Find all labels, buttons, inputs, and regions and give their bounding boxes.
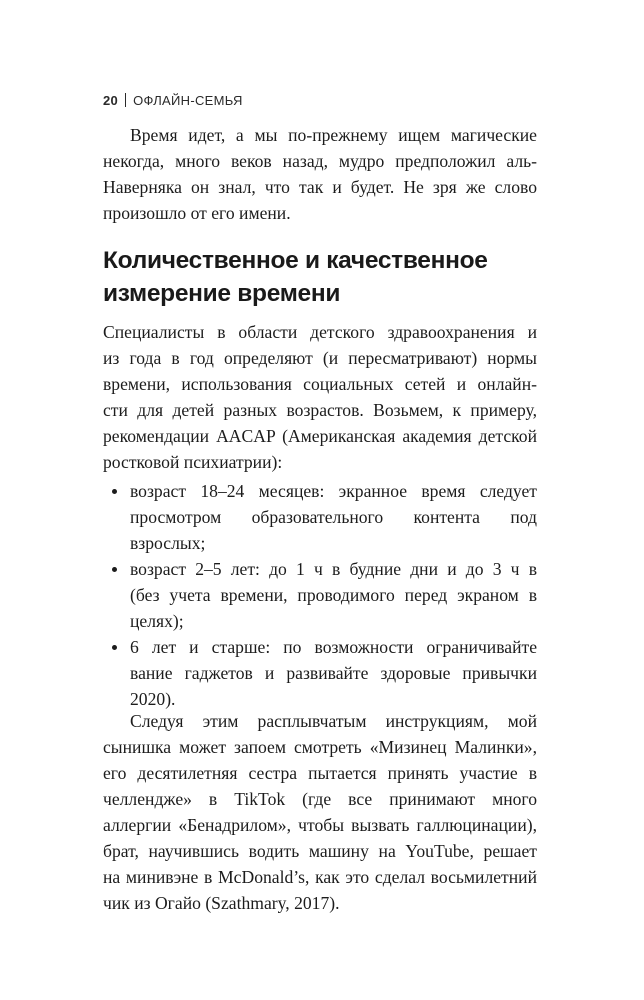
page-number: 20 <box>103 93 119 108</box>
text-line: сти для детей разных возрастов. Возьмем, к примеру, <box>103 400 537 420</box>
paragraph-recommendations <box>103 319 537 475</box>
list-item <box>103 556 537 634</box>
running-head <box>103 93 243 108</box>
text-line: возраст 18–24 месяцев: экранное время следует <box>130 481 537 501</box>
text-line: ростковой психиатрии): <box>103 452 283 472</box>
text-line: его десятилетняя сестра пытается принять участие в <box>103 763 537 783</box>
running-title: ОФЛАЙН-СЕМЬЯ <box>133 93 243 108</box>
paragraph-closing <box>103 708 537 916</box>
text-line <box>103 174 537 200</box>
text-line: брат, научившись водить машину на YouTube, решает <box>103 841 537 861</box>
list-item <box>103 478 537 556</box>
text-line: рекомендации AACAP (Американская академия детской <box>103 426 537 446</box>
list-item <box>103 634 537 712</box>
heading-line: Количественное и качественное <box>103 247 488 274</box>
bullet-icon <box>112 567 117 572</box>
text-line: 6 лет и старше: по возможности ограничивайте <box>130 637 537 657</box>
text-line: (без учета времени, проводимого перед экраном в <box>130 585 537 605</box>
text-line: возраст 2–5 лет: до 1 ч в будние дни и до 3 ч в <box>130 559 537 579</box>
text-line: Следуя этим расплывчатым инструкциям, мой <box>130 711 537 731</box>
heading-line: измерение времени <box>103 280 341 307</box>
intro-paragraph <box>103 122 537 226</box>
bullet-icon <box>112 645 117 650</box>
header-divider <box>125 93 126 107</box>
text-line: времени, использования социальных сетей и онлайн- <box>103 374 537 394</box>
text-fragment: Наверняка он знал, что так и будет. Не зря же слово <box>103 177 537 197</box>
section-heading <box>103 244 543 310</box>
text-line: аллергии «Бенадрилом», чтобы вызвать галлюцинации), <box>103 815 537 835</box>
text-line: челлендже» в TikTok (где все принимают много <box>103 789 537 809</box>
bullet-icon <box>112 489 117 494</box>
text-line: чик из Огайо (Szathmary, 2017). <box>103 893 340 913</box>
text-line: некогда, много веков назад, мудро предположил аль- <box>103 151 537 171</box>
text-line: взрослых; <box>130 533 206 553</box>
text-line: просмотром образовательного контента под <box>130 507 537 527</box>
text-line: Специалисты в области детского здравоохранения и <box>103 322 537 342</box>
text-line: из года в год определяют (и пересматривают) нормы <box>103 348 537 368</box>
text-line: сынишка может запоем смотреть «Мизинец Малинки», <box>103 737 537 757</box>
text-line: произошло от его имени. <box>103 203 291 223</box>
recommendation-list <box>103 478 537 712</box>
text-line: целях); <box>130 611 184 631</box>
text-line: вание гаджетов и развивайте здоровые привычки <box>130 663 537 683</box>
text-line: 2020). <box>130 689 176 709</box>
text-line: на минивэне в McDonald’s, как это сделал восьмилетний <box>103 867 537 887</box>
text-line: Время идет, а мы по-прежнему ищем магические <box>130 125 537 145</box>
